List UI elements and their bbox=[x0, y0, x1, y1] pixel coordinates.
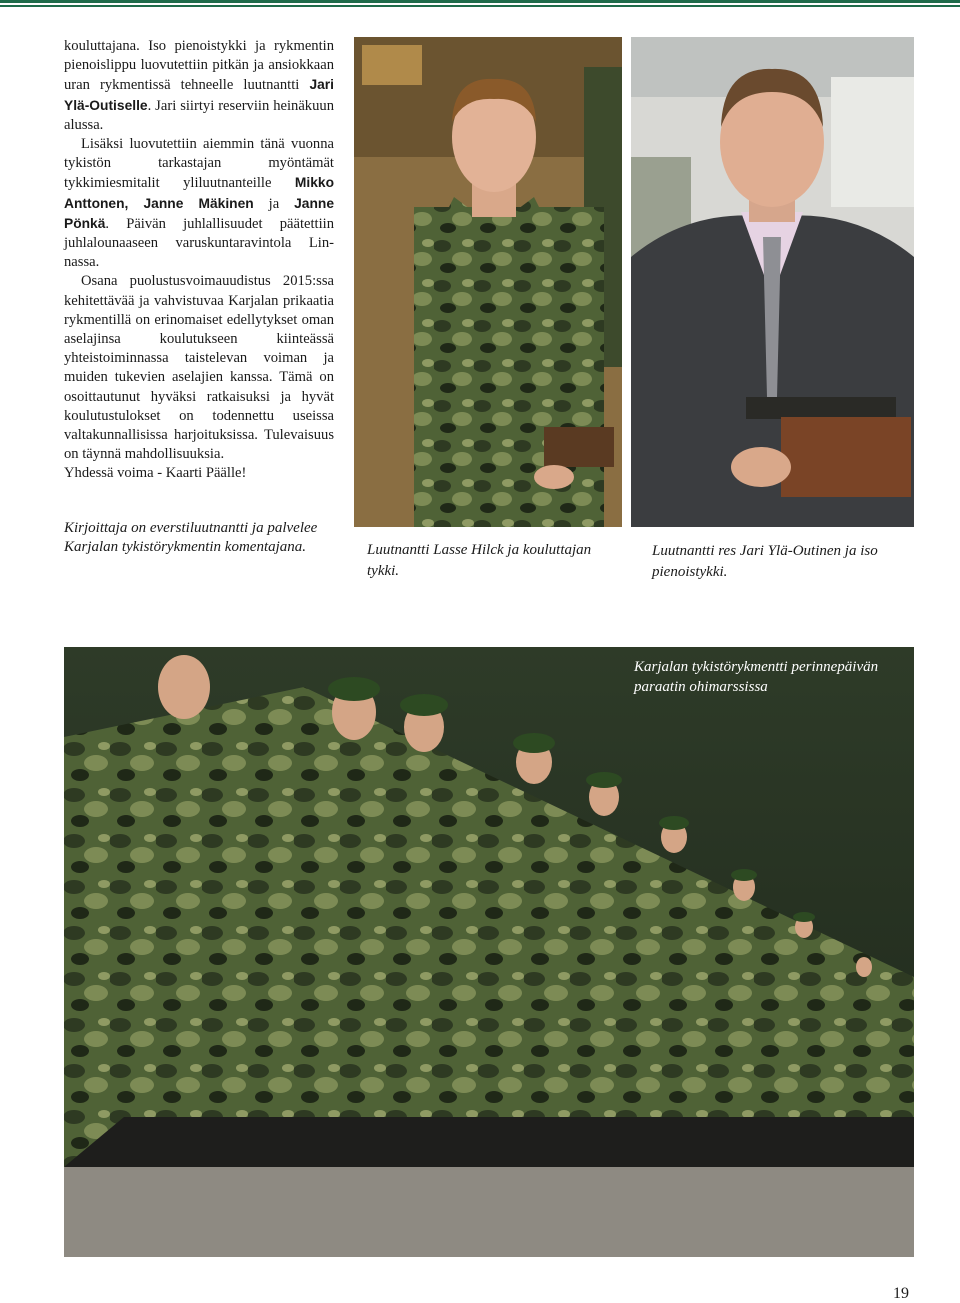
top-rule-line bbox=[0, 0, 960, 3]
name-highlight: Jari Ylä-Outiselle bbox=[64, 77, 334, 113]
top-rule bbox=[0, 0, 960, 10]
name-highlight: Janne Pönkä bbox=[64, 195, 334, 231]
body-text-run: kouluttajana. Iso pienoistykki ja rykmentin pienoislippu luovutettiin pitkän ja ansiokkaan uran rykmentissä tehneelle luutnantti bbox=[64, 38, 334, 94]
body-text-run: ja bbox=[253, 195, 295, 212]
photo-jari-yla-outinen bbox=[631, 37, 914, 527]
photo-parade-march bbox=[64, 647, 914, 1257]
caption-photo-parade-march: Karjalan tykistörykmentti perinnepäivän paraatin ohimarssissa bbox=[634, 659, 879, 695]
photo-jari-yla-outinen-image bbox=[631, 37, 914, 527]
photo-parade-march-image bbox=[64, 647, 914, 1257]
name-highlight: Mikko Anttonen, Janne Mäkinen bbox=[64, 175, 334, 211]
body-text-run: . Jari siirtyi reserviin heinäkuun alussa. bbox=[64, 97, 334, 133]
caption-photo-jari-yla-outinen: Luutnantti res Jari Ylä-Outinen ja iso pienoistykki. bbox=[652, 543, 878, 580]
body-paragraph bbox=[64, 272, 334, 464]
article-body bbox=[64, 37, 334, 484]
top-rule-line bbox=[0, 5, 960, 7]
body-paragraph bbox=[64, 135, 334, 272]
closing-line: Yhdessä voima - Kaarti Päälle! bbox=[64, 465, 247, 482]
page-number: 19 bbox=[893, 1285, 909, 1302]
photo-lieutenant-hilck bbox=[354, 37, 622, 527]
body-text-run: . Päivän juhlallisuudet päätettiin juhlalounaaseen varuskuntaravintola Linnassa. bbox=[64, 215, 334, 271]
body-text-run: Lisäksi luovutettiin aiemmin tänä vuonna tykistön tarkastajan myöntämät tykkimiesmitalit yliluutnanteille bbox=[64, 136, 334, 192]
author-note: Kirjoittaja on everstiluutnantti ja palvelee Karjalan tykistörykmentin komentajana. bbox=[64, 520, 318, 555]
body-paragraph bbox=[64, 37, 334, 135]
body-text-run: Osana puolustusvoimauudistus 2015:ssa kehitettävää ja vahvistuvaa Karjalan prikaatia rykmentillä on erinomaiset edellytykset oman aselajinsa koulutukseen kiinteässä yhteistoiminnassa taistelevan voiman ja muiden tukevien aselajien kanssa. Tämä on osoittautunut hyväksi ratkaisuksi ja hyvät koulutustulokset on todennettu useissa valtakunnallisissa harjoituksissa. Tulevaisuus on täynnä mahdollisuuksia. bbox=[64, 273, 334, 463]
photo-lieutenant-hilck-image bbox=[354, 37, 622, 527]
caption-photo-lieutenant-hilck: Luutnantti Lasse Hilck ja kouluttajan tykki. bbox=[367, 542, 592, 579]
